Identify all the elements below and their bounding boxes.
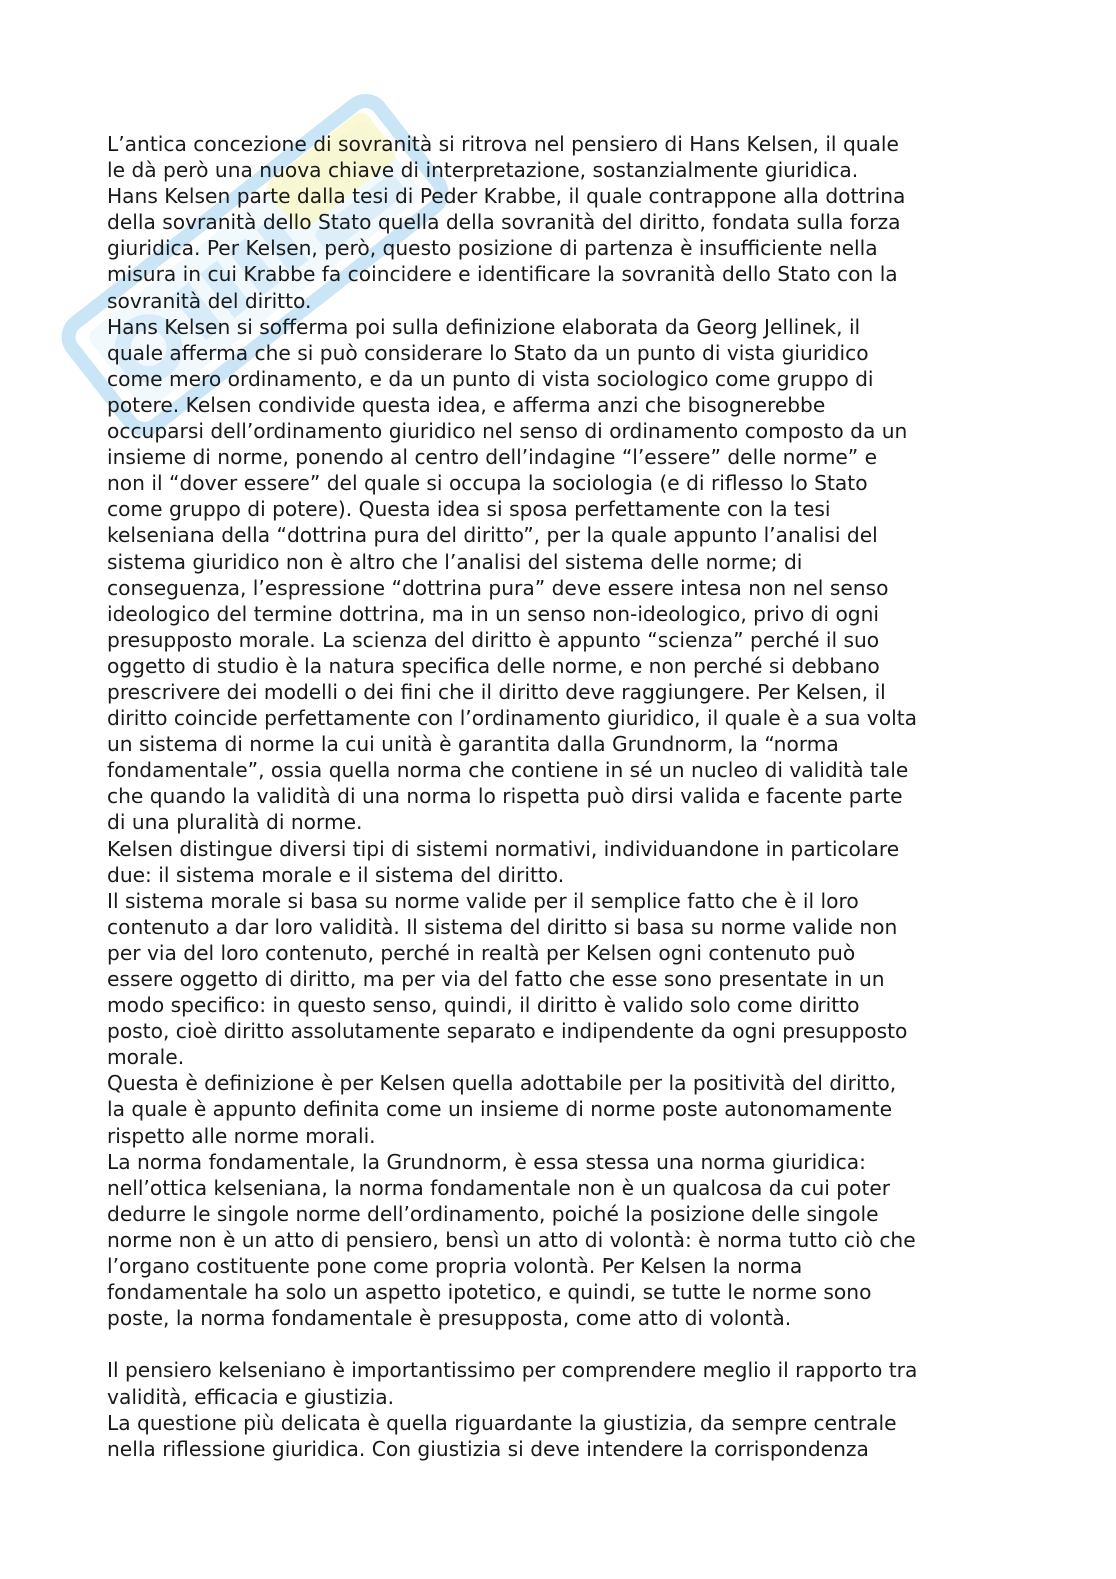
text-line: le dà però una nuova chiave di interpretazione, sostanzialmente giuridica. — [107, 158, 859, 183]
text-line: oggetto di studio è la natura specifica delle norme, e non perché si debbano — [107, 653, 880, 678]
text-line: non il “dover essere” del quale si occupa la sociologia (e di riflesso lo Stato — [107, 471, 868, 496]
text-line: morale. — [107, 1045, 185, 1070]
text-line: Hans Kelsen si sofferma poi sulla definizione elaborata da Georg Jellinek, il — [107, 314, 861, 339]
text-line: ideologico del termine dottrina, ma in un senso non-ideologico, privo di ogni — [107, 601, 880, 626]
text-line: Il sistema morale si basa su norme valide per il semplice fatto che è il loro — [107, 888, 859, 913]
text-line: come mero ordinamento, e da un punto di vista sociologico come gruppo di — [107, 366, 874, 391]
text-line: presupposto morale. La scienza del diritto è appunto “scienza” perché il suo — [107, 627, 880, 652]
text-line: due: il sistema morale e il sistema del diritto. — [107, 862, 565, 887]
text-line: prescrivere dei modelli o dei fini che il diritto deve raggiungere. Per Kelsen, il — [107, 679, 886, 704]
text-line: rispetto alle norme morali. — [107, 1123, 376, 1148]
text-line: nella riflessione giuridica. Con giustizia si deve intendere la corrispondenza — [107, 1436, 869, 1461]
text-line: potere. Kelsen condivide questa idea, e afferma anzi che bisognerebbe — [107, 392, 826, 417]
text-line: L’antica concezione di sovranità si ritrova nel pensiero di Hans Kelsen, il quale — [107, 132, 899, 156]
text-line: essere oggetto di diritto, ma per via del fatto che esse sono presentate in un — [107, 967, 885, 991]
text-line: giuridica. Per Kelsen, però, questo posizione di partenza è insufficiente nella — [107, 236, 878, 261]
text-line: nell’ottica kelseniana, la norma fondamentale non è un qualcosa da cui poter — [107, 1175, 891, 1200]
text-line: misura in cui Krabbe fa coincidere e identificare la sovranità dello Stato con la — [107, 262, 898, 287]
text-line: conseguenza, l’espressione “dottrina pura” deve essere intesa non nel senso — [107, 575, 889, 600]
text-line — [107, 1462, 1027, 1488]
text-line: Hans Kelsen parte dalla tesi di Peder Krabbe, il quale contrappone alla dottrina — [107, 184, 906, 209]
text-line: per via del loro contenuto, perché in realtà per Kelsen ogni contenuto può — [107, 940, 856, 965]
text-line: occuparsi dell’ordinamento giuridico nel senso di ordinamento composto da un — [107, 419, 908, 444]
text-line: diritto coincide perfettamente con l’ordinamento giuridico, il quale è a sua volta — [107, 706, 917, 731]
text-line: kelseniana della “dottrina pura del diritto”, per la quale appunto l’analisi del — [107, 523, 878, 548]
text-line: modo specifico: in questo senso, quindi, il diritto è valido solo come diritto — [107, 993, 860, 1018]
text-line: fondamentale”, ossia quella norma che contiene in sé un nucleo di validità tale — [107, 758, 909, 783]
text-line: sistema giuridico non è altro che l’analisi del sistema delle norme; di — [107, 549, 803, 574]
text-line: un sistema di norme la cui unità è garantita dalla Grundnorm, la “norma — [107, 732, 839, 757]
text-line: Questa è definizione è per Kelsen quella adottabile per la positività del diritto, — [107, 1071, 897, 1096]
text-line — [107, 1331, 1027, 1357]
text-line: La questione più delicata è quella riguardante la giustizia, da sempre centrale — [107, 1410, 897, 1435]
document-body — [107, 131, 1027, 1488]
text-line: poste, la norma fondamentale è presupposta, come atto di volontà. — [107, 1306, 792, 1331]
text-line: La norma fondamentale, la Grundnorm, è essa stessa una norma giuridica: — [107, 1149, 866, 1174]
text-line: sovranità del diritto. — [107, 288, 312, 313]
text-line: che quando la validità di una norma lo rispetta può dirsi valida e facente parte — [107, 784, 903, 809]
text-line: di una pluralità di norme. — [107, 810, 363, 835]
text-line: fondamentale ha solo un aspetto ipotetico, e quindi, se tutte le norme sono — [107, 1280, 872, 1305]
text-line: quale afferma che si può considerare lo Stato da un punto di vista giuridico — [107, 340, 869, 365]
text-line: validità, efficacia e giustizia. — [107, 1384, 395, 1409]
text-line: dedurre le singole norme dell’ordinamento, poiché la posizione delle singole — [107, 1201, 879, 1226]
paragraph-gap: Il pensiero kelseniano è importantissimo per comprendere meglio il rapporto tra — [107, 1358, 918, 1383]
text-line: l’organo costituente pone come propria volontà. Per Kelsen la norma — [107, 1254, 803, 1279]
text-line: insieme di norme, ponendo al centro dell’indagine “l’essere” delle norme” e — [107, 445, 878, 470]
text-line: della sovranità dello Stato quella della sovranità del diritto, fondata sulla forza — [107, 210, 901, 235]
text-line: Kelsen distingue diversi tipi di sistemi normativi, individuandone in particolare — [107, 836, 900, 861]
text-line: norme non è un atto di pensiero, bensì un atto di volontà: è norma tutto ciò che — [107, 1227, 916, 1252]
text-line: posto, cioè diritto assolutamente separato e indipendente da ogni presupposto — [107, 1019, 908, 1044]
text-line: contenuto a dar loro validità. Il sistema del diritto si basa su norme valide non — [107, 914, 898, 939]
text-line: la quale è appunto definita come un insieme di norme poste autonomamente — [107, 1097, 893, 1122]
text-line: come gruppo di potere). Questa idea si sposa perfettamente con la tesi — [107, 497, 831, 522]
